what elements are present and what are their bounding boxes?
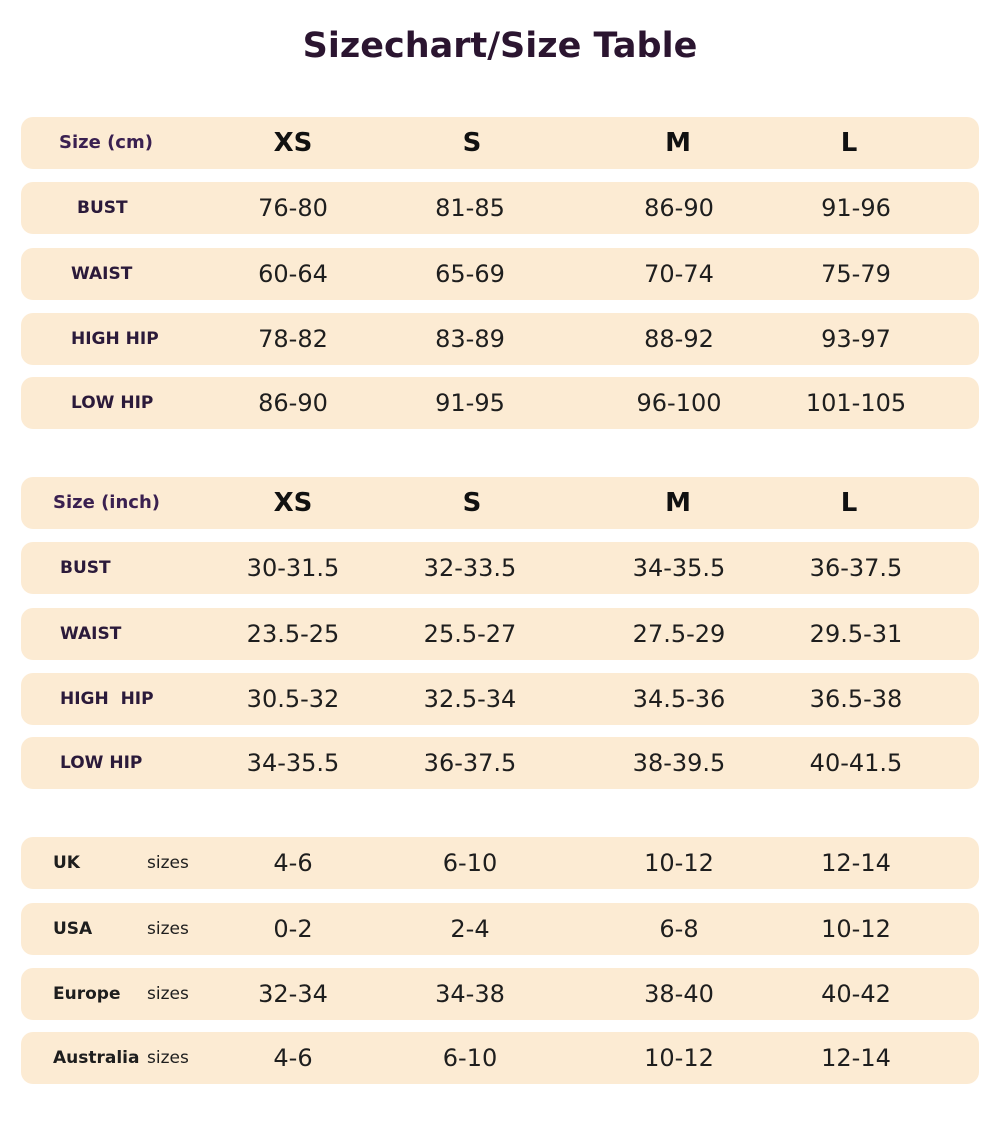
table-cell: 32.5-34 xyxy=(423,685,517,713)
region-label: Europe xyxy=(53,984,121,1004)
table-cell: 76-80 xyxy=(258,194,328,222)
row-label: HIGH HIP xyxy=(60,689,154,709)
table-cell: 23.5-25 xyxy=(246,620,340,648)
size-header-m: M xyxy=(665,488,691,518)
table-cell: 12-14 xyxy=(821,1044,891,1072)
row-label: WAIST xyxy=(60,624,122,644)
table-cell: 88-92 xyxy=(644,325,714,353)
table-cell: 81-85 xyxy=(435,194,505,222)
row-label: HIGH HIP xyxy=(71,329,159,349)
table-cell: 2-4 xyxy=(450,915,490,943)
row-label: WAIST xyxy=(71,264,133,284)
table-cell: 86-90 xyxy=(644,194,714,222)
page-title: Sizechart/Size Table xyxy=(302,26,698,66)
table-cell: 30.5-32 xyxy=(246,685,340,713)
inch-header-row xyxy=(21,477,979,529)
sizes-label: sizes xyxy=(147,919,189,939)
region-label: Australia xyxy=(53,1048,140,1068)
table-cell: 32-33.5 xyxy=(423,554,517,582)
table-cell: 65-69 xyxy=(435,260,505,288)
table-cell: 34-35.5 xyxy=(632,554,726,582)
size-header-xs: XS xyxy=(273,488,313,518)
size-header-xs: XS xyxy=(273,128,313,158)
table-cell: 78-82 xyxy=(258,325,328,353)
cm-header-row xyxy=(21,117,979,169)
table-row xyxy=(21,608,979,660)
table-cell: 4-6 xyxy=(273,849,313,877)
sizes-label: sizes xyxy=(147,1048,189,1068)
table-cell: 29.5-31 xyxy=(809,620,903,648)
table-cell: 91-96 xyxy=(821,194,891,222)
row-label: LOW HIP xyxy=(60,753,143,773)
table-row xyxy=(21,673,979,725)
table-cell: 38-39.5 xyxy=(632,749,726,777)
table-cell: 93-97 xyxy=(821,325,891,353)
row-label: BUST xyxy=(77,198,128,218)
table-cell: 40-41.5 xyxy=(809,749,903,777)
table-row xyxy=(21,313,979,365)
table-cell: 10-12 xyxy=(644,849,714,877)
table-cell: 36-37.5 xyxy=(809,554,903,582)
table-row xyxy=(21,1032,979,1084)
table-cell: 60-64 xyxy=(258,260,328,288)
table-cell: 6-10 xyxy=(442,849,498,877)
size-header-s: S xyxy=(462,488,482,518)
table-cell: 36-37.5 xyxy=(423,749,517,777)
size-header-m: M xyxy=(665,128,691,158)
table-cell: 30-31.5 xyxy=(246,554,340,582)
table-cell: 91-95 xyxy=(435,389,505,417)
table-row xyxy=(21,737,979,789)
table-cell: 70-74 xyxy=(644,260,714,288)
table-row xyxy=(21,968,979,1020)
table-cell: 4-6 xyxy=(273,1044,313,1072)
table-cell: 27.5-29 xyxy=(632,620,726,648)
table-cell: 40-42 xyxy=(821,980,891,1008)
row-label: LOW HIP xyxy=(71,393,154,413)
table-row xyxy=(21,903,979,955)
inch-header-label: Size (inch) xyxy=(53,492,161,513)
table-cell: 38-40 xyxy=(644,980,714,1008)
table-row xyxy=(21,182,979,234)
table-row xyxy=(21,377,979,429)
table-cell: 0-2 xyxy=(273,915,313,943)
table-cell: 10-12 xyxy=(821,915,891,943)
table-cell: 6-8 xyxy=(659,915,699,943)
table-cell: 34-35.5 xyxy=(246,749,340,777)
table-cell: 96-100 xyxy=(636,389,722,417)
cm-header-label: Size (cm) xyxy=(59,132,153,153)
table-cell: 10-12 xyxy=(644,1044,714,1072)
table-row xyxy=(21,542,979,594)
region-label: USA xyxy=(53,919,93,939)
region-label: UK xyxy=(53,853,80,873)
table-row xyxy=(21,248,979,300)
table-cell: 34-38 xyxy=(435,980,505,1008)
table-cell: 86-90 xyxy=(258,389,328,417)
size-header-l: L xyxy=(840,488,858,518)
size-header-l: L xyxy=(840,128,858,158)
table-cell: 6-10 xyxy=(442,1044,498,1072)
table-cell: 75-79 xyxy=(821,260,891,288)
row-label: BUST xyxy=(60,558,111,578)
sizes-label: sizes xyxy=(147,984,189,1004)
table-cell: 25.5-27 xyxy=(423,620,517,648)
table-cell: 83-89 xyxy=(435,325,505,353)
table-cell: 34.5-36 xyxy=(632,685,726,713)
table-row xyxy=(21,837,979,889)
size-header-s: S xyxy=(462,128,482,158)
sizes-label: sizes xyxy=(147,853,189,873)
table-cell: 36.5-38 xyxy=(809,685,903,713)
table-cell: 32-34 xyxy=(258,980,328,1008)
table-cell: 101-105 xyxy=(805,389,907,417)
table-cell: 12-14 xyxy=(821,849,891,877)
